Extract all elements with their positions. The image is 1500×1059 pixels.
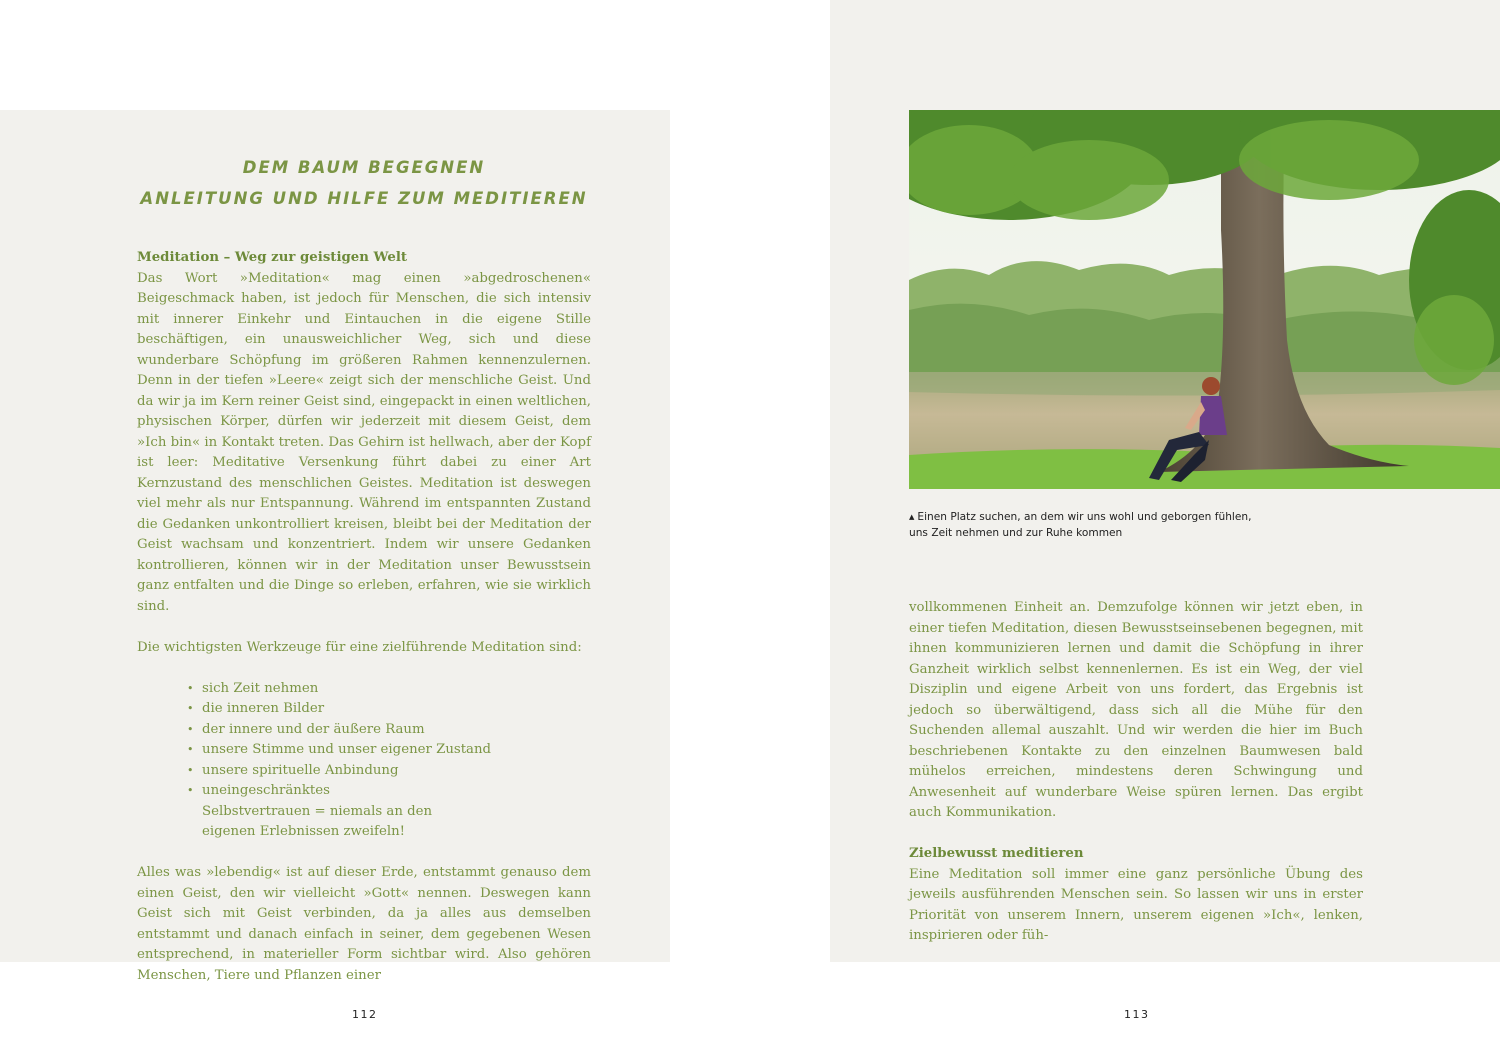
tools-list bbox=[137, 679, 591, 843]
right-page-bottom-margin bbox=[830, 962, 1500, 1059]
page-number-left: 112 bbox=[352, 1008, 378, 1021]
list-item: • der innere und der äußere Raum bbox=[187, 720, 591, 741]
left-column-text bbox=[137, 248, 591, 986]
page-number-right: 113 bbox=[1124, 1008, 1150, 1021]
list-item: • die inneren Bilder bbox=[187, 699, 591, 720]
continuation-paragraph: vollkommenen Einheit an. Demzufolge können wir jetzt eben, in einer tiefen Meditation, diesen Bewusstseinsebenen begegnen, mit ihnen kommunizieren lernen und damit die Schöpfung in ihrer Ganzheit wirklich selbst kennenlernen. Es ist ein Weg, der viel Disziplin und eigene Arbeit von uns fordert, das Ergebnis ist jedoch so überwältigend, dass sich all die Mühe für den Suchenden allemal auszahlt. Und wir werden die hier im Buch beschriebenen Kontakte zu den einzelnen Baumwesen bald mühelos erreichen, mindestens deren Schwingung und Anwesenheit auf wunderbare Weise spüren lernen. Das ergibt auch Kommunikation. bbox=[909, 600, 1363, 820]
tools-intro: Die wichtigsten Werkzeuge für eine zielführende Meditation sind: bbox=[137, 639, 582, 655]
section-heading-meditation: Meditation – Weg zur geistigen Welt bbox=[137, 250, 408, 265]
closing-paragraph: Alles was »lebendig« ist auf dieser Erde, entstammt genauso dem einen Geist, den wir vielleicht »Gott« nennen. Deswegen kann Geist sich mit Geist verbinden, da ja alles aus demselben entstammt und danach einfach in seiner, dem gegebenen Wesen entsprechend, in materieller Form sichtbar wird. Also gehören Menschen, Tiere und Pflanzen einer bbox=[137, 865, 591, 983]
tree-lake-illustration bbox=[909, 110, 1500, 489]
list-item: • uneingeschränktes Selbstvertrauen = niemals an den eigenen Erlebnissen zweifeln! bbox=[187, 781, 591, 843]
section-heading-zielbewusst: Zielbewusst meditieren bbox=[909, 846, 1084, 861]
caption-line-1: Einen Platz suchen, an dem wir uns wohl und geborgen fühlen, bbox=[917, 511, 1252, 523]
list-item: • unsere spirituelle Anbindung bbox=[187, 761, 591, 782]
photo-caption bbox=[909, 510, 1329, 541]
right-column-text bbox=[909, 598, 1363, 947]
caption-triangle-icon: ▲ bbox=[909, 513, 915, 521]
chapter-title: DEM BAUM BEGEGNEN bbox=[242, 158, 486, 177]
list-item: • sich Zeit nehmen bbox=[187, 679, 591, 700]
caption-line-2: uns Zeit nehmen und zur Ruhe kommen bbox=[909, 526, 1123, 539]
list-item: • unsere Stimme und unser eigener Zustand bbox=[187, 740, 591, 761]
chapter-title-block bbox=[137, 152, 591, 214]
photo-tree-lake bbox=[909, 110, 1500, 489]
chapter-subtitle: ANLEITUNG UND HILFE ZUM MEDITIEREN bbox=[140, 189, 588, 208]
section-paragraph-meditation: Das Wort »Meditation« mag einen »abgedroschenen« Beigeschmack haben, ist jedoch für Menschen, die sich intensiv mit innerer Einkehr und Eintauchen in die eigene Stille beschäftigen, ein unausweichlicher Weg, sich und diese wunderbare Schöpfung im größeren Rahmen kennenzulernen. Denn in der tiefen »Leere« zeigt sich der menschliche Geist. Und da wir ja im Kern reiner Geist sind, eingepackt in einen weltlichen, physischen Körper, dürfen wir jederzeit mit diesem Geist, dem »Ich bin« in Kontakt treten. Das Gehirn ist hellwach, aber der Kopf ist leer: Meditative Versenkung führt dabei zu einer Art Kernzustand des menschlichen Geistes. Meditation ist deswegen viel mehr als nur Entspannung. Während im entspannten Zustand die Gedanken unkontrolliert kreisen, bleibt bei der Meditation der Geist wachsam und konzentriert. Indem wir unsere Gedanken kontrollieren, können wir in der Meditation unser Bewusstsein ganz entfalten und die Dinge so erleben, erfahren, wie sie wirklich sind. bbox=[137, 270, 591, 614]
section-paragraph-zielbewusst: Eine Meditation soll immer eine ganz persönliche Übung des jeweils ausführenden Menschen sein. So lassen wir uns in erster Priorität von unserem Innern, unserem eigenen »Ich«, lenken, inspirieren oder füh- bbox=[909, 866, 1363, 943]
